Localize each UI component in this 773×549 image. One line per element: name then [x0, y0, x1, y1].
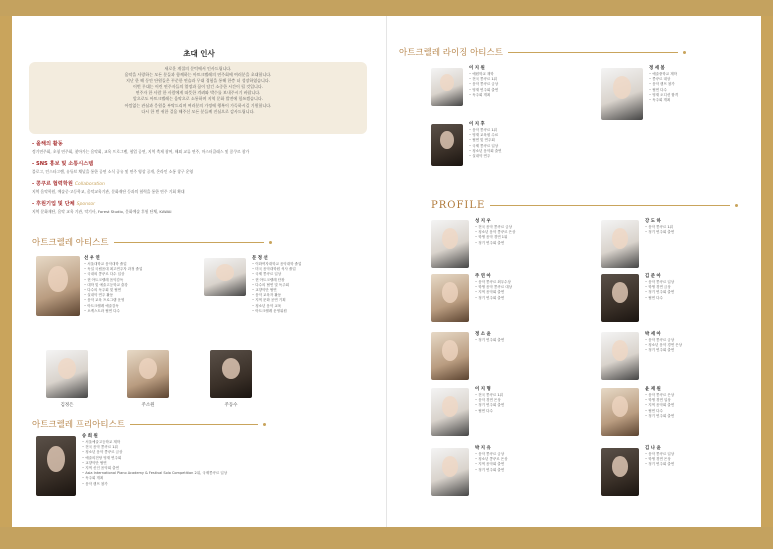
bio-item: • 다수의 독주회 및 협연	[84, 288, 196, 293]
student-name: 박 세 아	[645, 332, 661, 337]
bio-item: • 음악 교육 프로그램 운영	[84, 298, 196, 303]
bio-item: • 예원학교 재학	[469, 72, 579, 77]
artist-name: 이 지 원	[469, 66, 485, 71]
bio-item: • 현 아트크렐레 음악감독	[84, 278, 196, 283]
bio-item: • 정기 연주회 출연	[645, 290, 753, 295]
bio-item: • 지역 신인 음악회 출연	[82, 466, 262, 471]
artist-name: 문 정 선	[252, 256, 268, 261]
greeting-box	[29, 62, 367, 134]
artist-bio	[649, 66, 753, 103]
artist-photo	[36, 256, 80, 316]
bio-item: • 실내악 연주 활동	[84, 293, 196, 298]
bio-item: • 현 아트크렐레 단장	[252, 278, 370, 283]
artist-photo	[204, 258, 246, 296]
activity-text: 지역 음악학원, 예술중·고등학교, 음악교육기관, 문화재단 등과의 협력을 통한 연주 기회 확대	[32, 189, 185, 194]
bio-item: • 협연 다수	[645, 296, 753, 301]
greeting-line: 새로운 계절의 문턱에서 인사드립니다.	[164, 66, 232, 71]
activity-sub: Collaboration	[74, 182, 105, 187]
bio-item: • 전국 음악 콩쿠르 1위	[82, 445, 262, 450]
bio-item: • 실내악 연주	[469, 154, 619, 159]
activity-heading: - SNS 홍보 및 소통시스템	[32, 161, 94, 167]
bio-item: • 음악 캠프 참가	[82, 482, 262, 487]
bio-item: • 오케스트라 협연 다수	[84, 309, 196, 314]
bio-item: • 전국 콩쿠르 1위	[469, 77, 579, 82]
bio-item: • 예술중학교 재학	[649, 72, 753, 77]
greeting-line: 앞으로도 아트크렐레는 음악으로 소통하며 지역 문화 발전에 힘쓰겠습니다.	[133, 96, 263, 102]
right-page	[387, 16, 761, 527]
bio-item: • 이화여자대학교 음악대학 졸업	[252, 262, 370, 267]
photo-caption: 김정은	[60, 403, 74, 408]
student-bio	[475, 387, 585, 414]
greeting-line: 아낌없는 관심과 응원을 부탁드리며 여러분의 가정에 행복이 가득하시길 기원합니다.	[124, 102, 272, 108]
activity-block	[32, 160, 368, 175]
student-photo	[431, 274, 469, 322]
bio-item: • 정기 연주회 출연	[645, 414, 753, 419]
bio-item: • 정기 연주회 출연	[645, 230, 753, 235]
student-bio	[475, 446, 585, 473]
bio-item: • 음악 콩쿠르 입상	[645, 452, 753, 457]
activity-text: 블로그, 인스타그램, 유튜브 채널을 통한 공연 소식 공유 및 연주 영상 공개, 온라인 소통 창구 운영	[32, 169, 194, 174]
bottom-gold-band	[0, 527, 773, 549]
greeting-line: 다시 한 번 귀한 걸음 해주신 모든 분들께 진심으로 감사드립니다.	[141, 108, 255, 114]
student-name: 김 준 아	[645, 274, 661, 279]
bio-item: • 정기 연주회 출연	[475, 241, 585, 246]
bio-item: • 음악 교육자 활동	[252, 293, 370, 298]
bio-item: • 지역 음악회 출연	[475, 290, 585, 295]
artist-bio	[82, 434, 262, 487]
brochure-spread	[12, 16, 761, 527]
artist-bio	[469, 122, 619, 159]
bio-item: • 콩쿠르 대상	[649, 77, 753, 82]
artist-bio	[252, 256, 370, 314]
artist-photo	[36, 436, 76, 496]
bio-item: • 음악 콩쿠르 금상	[475, 452, 585, 457]
bio-item: • 교향악단 협연	[252, 288, 370, 293]
bio-item: • 지역 음악회 출연	[645, 403, 753, 408]
artist-photo	[46, 350, 88, 398]
bio-item: • 음악 캠프 참가	[649, 82, 753, 87]
activity-heading: - 후원기업 및 단체	[32, 201, 75, 207]
bio-item: • 음악 콩쿠르 1위	[645, 225, 753, 230]
bio-item: • 학생 경연 은상	[645, 457, 753, 462]
photo-caption: 주소원	[141, 403, 155, 408]
free-artists-section-title: 아트크렐레 프리아티스트	[32, 418, 266, 430]
bio-item: • 음악 콩쿠르 입상	[645, 280, 753, 285]
bio-item: • 음악 콩쿠르 최우수상	[475, 280, 585, 285]
greeting-line: 이번 무대는 어린 연주자들의 열정과 꿈이 담긴 소중한 시간이 될 것입니다.	[133, 84, 263, 90]
left-page	[12, 16, 386, 527]
activity-heading: - 콩쿠르 협력학원	[32, 181, 73, 187]
activity-text: 지역 문화재단, 음악 교육 기관, 악기사, Forest Studio, 문화예술 후원 단체, KAWAI	[32, 209, 172, 214]
student-photo	[601, 388, 639, 436]
bio-item: • 정기 연주회 출연	[475, 468, 585, 473]
bio-item: • 전국 콩쿠르 1위	[475, 393, 585, 398]
bio-item: • 청소년 음악 교육	[252, 304, 370, 309]
bio-item: • 정기 연주회 출연	[645, 462, 753, 467]
bio-item: • 정기 연주회 출연	[645, 348, 753, 353]
bio-item: • 지역 문화 공연 기획	[252, 298, 370, 303]
bio-item: • 청소년 음악 콩쿠르 은상	[475, 230, 585, 235]
artist-photo	[431, 68, 463, 106]
student-name: 주 연 아	[475, 274, 491, 279]
bio-item: • 영재 연주회 출연	[469, 88, 579, 93]
bio-item: • 음악 콩쿠르 은상	[645, 393, 753, 398]
greeting-line: 음악을 사랑하는 모든 분들과 함께하는 아트크렐레의 연주회에 여러분을 초대합니다.	[124, 72, 272, 78]
artist-name: 선 우 연	[84, 256, 100, 261]
bio-item: • 독일 국립음대 최고연주자 과정 졸업	[84, 267, 196, 272]
bio-item: • 협연 다수	[475, 409, 585, 414]
artist-bio	[84, 256, 196, 314]
student-bio	[645, 446, 753, 468]
student-name: 성 지 우	[475, 219, 491, 224]
student-bio	[645, 387, 753, 419]
student-name: 김 나 윤	[645, 446, 661, 451]
student-photo	[601, 448, 639, 496]
student-name: 이 지 형	[475, 387, 491, 392]
greeting-line: 지난 한 해 동안 단원들은 꾸준한 연습과 무대 경험을 통해 한층 더 성장하였습니다.	[125, 78, 271, 84]
student-photo	[601, 220, 639, 268]
artist-photo	[127, 350, 169, 398]
bio-item: • 음악 콩쿠르 금상	[469, 82, 579, 87]
bio-item: • 지역 음악회 출연	[475, 462, 585, 467]
artist-name: 이 지 후	[469, 122, 485, 127]
artist-name: 송 희 원	[82, 434, 98, 439]
student-bio	[475, 332, 585, 343]
bio-item: • 청소년 음악회 출연	[469, 149, 619, 154]
bio-item: • 정기 연주회 출연	[475, 403, 585, 408]
student-photo	[601, 332, 639, 380]
artists-section-title: 아트크렐레 아티스트	[32, 236, 272, 248]
bio-item: • 청소년 음악 콩쿠르 금상	[82, 450, 262, 455]
student-name: 강 도 하	[645, 219, 661, 224]
artist-photo	[431, 124, 463, 166]
bio-item: • 음악 콩쿠르 금상	[645, 338, 753, 343]
student-photo	[431, 388, 469, 436]
student-photo	[431, 448, 469, 496]
student-bio	[645, 219, 753, 235]
bio-item: • 청소년 음악 경연 은상	[645, 343, 753, 348]
bio-item: • 협연 다수	[649, 88, 753, 93]
bio-item: • 서울예술고등학교 재학	[82, 440, 262, 445]
bio-item: • 전국 음악 콩쿠르 금상	[475, 225, 585, 230]
activity-block	[32, 200, 368, 215]
rising-section-title: 아트크렐레 라이징 아티스트	[399, 46, 686, 58]
student-name: 박 지 유	[475, 446, 491, 451]
bio-item: • 미국 음악대학원 석사 졸업	[252, 267, 370, 272]
bio-item: • 음악 경연 은상	[475, 398, 585, 403]
bio-item: • 예술의전당 영재 연주회	[82, 456, 262, 461]
student-bio	[645, 332, 753, 354]
bio-item: • 청소년 콩쿠르 은상	[475, 457, 585, 462]
profile-section-title: PROFILE	[431, 200, 738, 211]
photo-caption: 주동수	[224, 403, 238, 408]
activity-text: 정기연주회, 초청 연주회, 찾아가는 음악회, 교육 프로그램, 협업 공연, 지역 축제 참여, 해외 교류 연주, 마스터클래스 및 콩쿠르 참가	[32, 149, 250, 154]
activity-heading: - 올해의 활동	[32, 141, 63, 147]
bio-item: • 독주회 개최	[469, 93, 579, 98]
bio-item: • 서울대학교 음악대학 졸업	[84, 262, 196, 267]
bio-item: • 영재 오디션 합격	[649, 93, 753, 98]
bio-item: • 협연 및 연주회	[469, 138, 619, 143]
greeting-line: 연주자 한 사람 한 사람에게 따뜻한 격려와 박수를 보내주시기 바랍니다.	[135, 90, 261, 96]
greeting-title: 초대 인사	[183, 49, 215, 58]
bio-item: • 협연 다수	[645, 409, 753, 414]
student-photo	[431, 220, 469, 268]
bio-item: • Asia International Piano Academy & Festival Solo Competition 2위, 국제콩쿠르 입상	[82, 471, 262, 476]
bio-item: • 독주회 개최	[82, 476, 262, 481]
artist-bio	[469, 66, 579, 98]
bio-item: • 아트크렐레 예술감독	[84, 304, 196, 309]
student-bio	[475, 274, 585, 301]
bio-item: • 학생 경연 금상	[645, 285, 753, 290]
bio-item: • 국제 콩쿠르 입상	[469, 144, 619, 149]
bio-item: • 정기 연주회 출연	[475, 338, 585, 343]
student-bio	[475, 219, 585, 246]
student-photo	[601, 274, 639, 322]
artist-photo	[210, 350, 252, 398]
activity-block	[32, 140, 368, 155]
student-photo	[431, 332, 469, 380]
bio-item: • 학생 경연 입상	[645, 398, 753, 403]
artist-name: 정 세 봄	[649, 66, 665, 71]
student-name: 윤 재 원	[645, 387, 661, 392]
activity-sub: Sponsor	[76, 202, 95, 207]
bio-item: • 아트크렐레 운영위원	[252, 309, 370, 314]
top-gold-band	[0, 0, 773, 16]
bio-item: • 국내외 콩쿠르 다수 입상	[84, 272, 196, 277]
student-name: 정 소 윤	[475, 332, 491, 337]
bio-item: • 음악 콩쿠르 1위	[469, 128, 619, 133]
activity-block	[32, 180, 368, 195]
bio-item: • 대학 및 예술고등학교 출강	[84, 283, 196, 288]
bio-item: • 교향악단 협연	[82, 461, 262, 466]
artist-photo	[601, 68, 643, 120]
bio-item: • 학생 음악 경연 1위	[475, 235, 585, 240]
bio-item: • 다수의 협연 및 독주회	[252, 283, 370, 288]
bio-item: • 영재 교육원 수료	[469, 133, 619, 138]
bio-item: • 학생 음악 콩쿠르 대상	[475, 285, 585, 290]
bio-item: • 독주회 개최	[649, 98, 753, 103]
bio-item: • 국제 콩쿠르 입상	[252, 272, 370, 277]
bio-item: • 정기 연주회 출연	[475, 296, 585, 301]
student-bio	[645, 274, 753, 301]
